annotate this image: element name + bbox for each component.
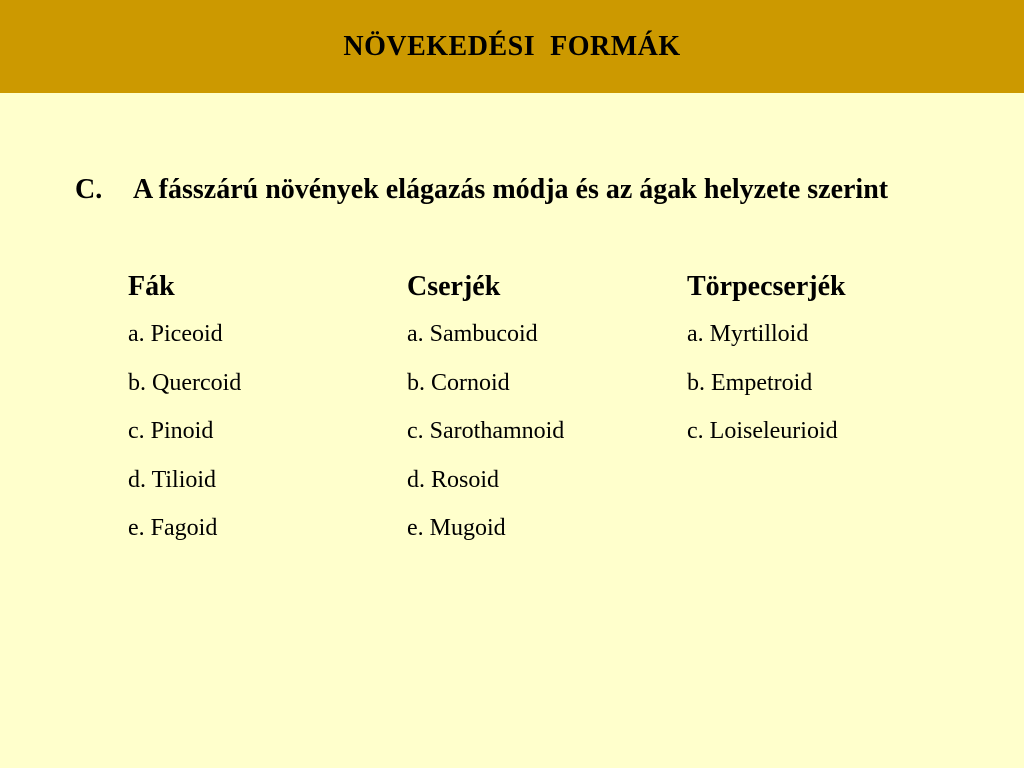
slide-title: NÖVEKEDÉSI FORMÁK: [343, 31, 681, 62]
section-heading-text: A fásszárú növények elágazás módja és az ágak helyzete szerint: [133, 174, 889, 205]
list-item: e. Mugoid: [407, 515, 506, 541]
list-item: a. Myrtilloid: [687, 321, 809, 347]
list-item: d. Rosoid: [407, 466, 500, 493]
column-title-shrubs: Cserjék: [407, 271, 501, 302]
column-dwarf-shrubs: [687, 268, 846, 464]
section-marker: C.: [75, 174, 103, 205]
column-title-trees: Fák: [128, 271, 175, 302]
list-item: b. Cornoid: [407, 369, 510, 396]
list-item: a. Sambucoid: [407, 321, 538, 347]
section-heading: [75, 171, 975, 209]
list-item: e. Fagoid: [128, 515, 218, 541]
column-trees: [128, 268, 241, 561]
list-item: a. Piceoid: [128, 321, 223, 347]
title-bar: [0, 0, 1024, 93]
column-title-dwarf-shrubs: Törpecserjék: [687, 271, 846, 302]
list-item: b. Quercoid: [128, 369, 242, 396]
list-item: c. Loiseleurioid: [687, 418, 838, 444]
list-item: c. Pinoid: [128, 418, 214, 444]
column-shrubs: [407, 268, 564, 561]
list-item: d. Tilioid: [128, 466, 217, 493]
list-item: b. Empetroid: [687, 369, 813, 396]
list-item: c. Sarothamnoid: [407, 418, 565, 444]
